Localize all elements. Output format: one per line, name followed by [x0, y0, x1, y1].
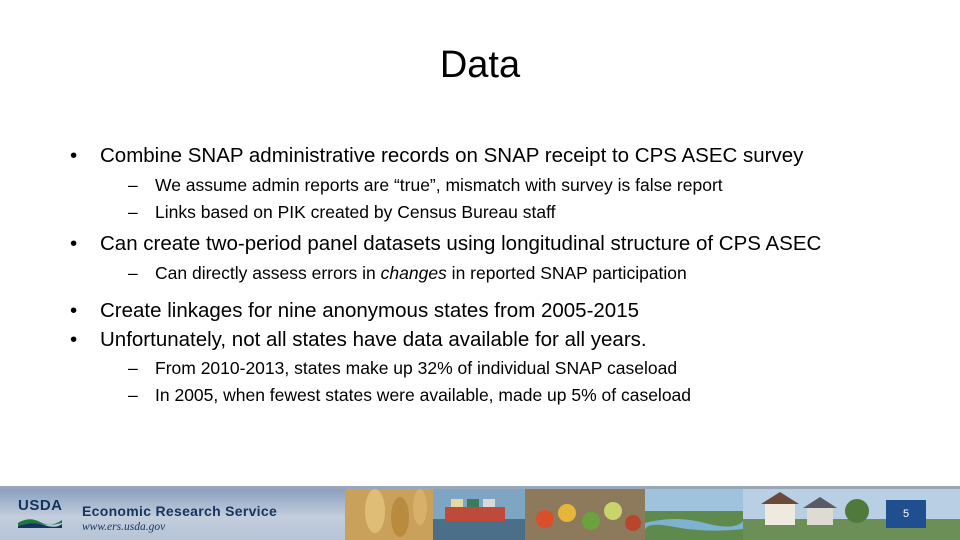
bullet-text: Create linkages for nine anonymous states from 2005-2015: [100, 299, 640, 322]
usda-hills-icon: [18, 514, 62, 528]
org-name: Economic Research Service: [82, 503, 278, 519]
ers-brand-block: [0, 489, 345, 540]
bullet-dot: •: [70, 144, 78, 167]
shipping-photo: [433, 489, 525, 540]
sub-bullet-emphasis: changes: [380, 263, 447, 283]
bullet: [58, 325, 898, 355]
sub-bullet: [58, 382, 898, 409]
bullet-text: Unfortunately, not all states have data available for all years.: [100, 328, 647, 351]
slide-content: [58, 144, 898, 409]
sub-bullet-text: In 2005, when fewest states were available, made up 5% of caseload: [155, 385, 692, 405]
wetlands-photo: [645, 489, 743, 540]
sub-bullet: [58, 199, 898, 226]
slide-title: Data: [439, 44, 521, 86]
org-url: www.ers.usda.gov: [82, 521, 166, 533]
town-photo: [743, 489, 960, 540]
sub-bullet-dash: –: [128, 358, 138, 378]
bullet-dot: •: [70, 232, 78, 255]
sub-bullet-dash: –: [128, 175, 138, 195]
sub-bullet-text: We assume admin reports are “true”, mismatch with survey is false report: [155, 175, 723, 195]
sub-bullet: [58, 355, 898, 382]
bullet: [58, 144, 898, 168]
sub-bullet-text-after: in reported SNAP participation: [446, 263, 687, 283]
sub-bullet-dash: –: [128, 202, 138, 222]
footer-banner: [0, 486, 960, 540]
sub-bullet-text-before: Can directly assess errors in: [155, 263, 381, 283]
market-photo: [525, 489, 645, 540]
usda-logo: USDA: [18, 497, 63, 514]
sub-bullet: [58, 260, 898, 287]
page-number-badge: 5: [886, 500, 926, 528]
bullet: [58, 232, 898, 256]
bullet-dot: •: [70, 299, 78, 322]
sub-bullet-dash: –: [128, 263, 138, 283]
bullet-dot: •: [70, 328, 78, 351]
bullet-text: Can create two-period panel datasets using longitudinal structure of CPS ASEC: [100, 232, 822, 255]
bullet: [58, 297, 898, 325]
bullet-text: Combine SNAP administrative records on SNAP receipt to CPS ASEC survey: [100, 144, 804, 167]
wheat-photo: [345, 489, 433, 540]
footer-photo-strip: [345, 489, 960, 540]
sub-bullet-text: From 2010-2013, states make up 32% of individual SNAP caseload: [155, 358, 678, 378]
sub-bullet-text: Links based on PIK created by Census Bureau staff: [155, 202, 556, 222]
sub-bullet-dash: –: [128, 385, 138, 405]
sub-bullet: [58, 172, 898, 199]
